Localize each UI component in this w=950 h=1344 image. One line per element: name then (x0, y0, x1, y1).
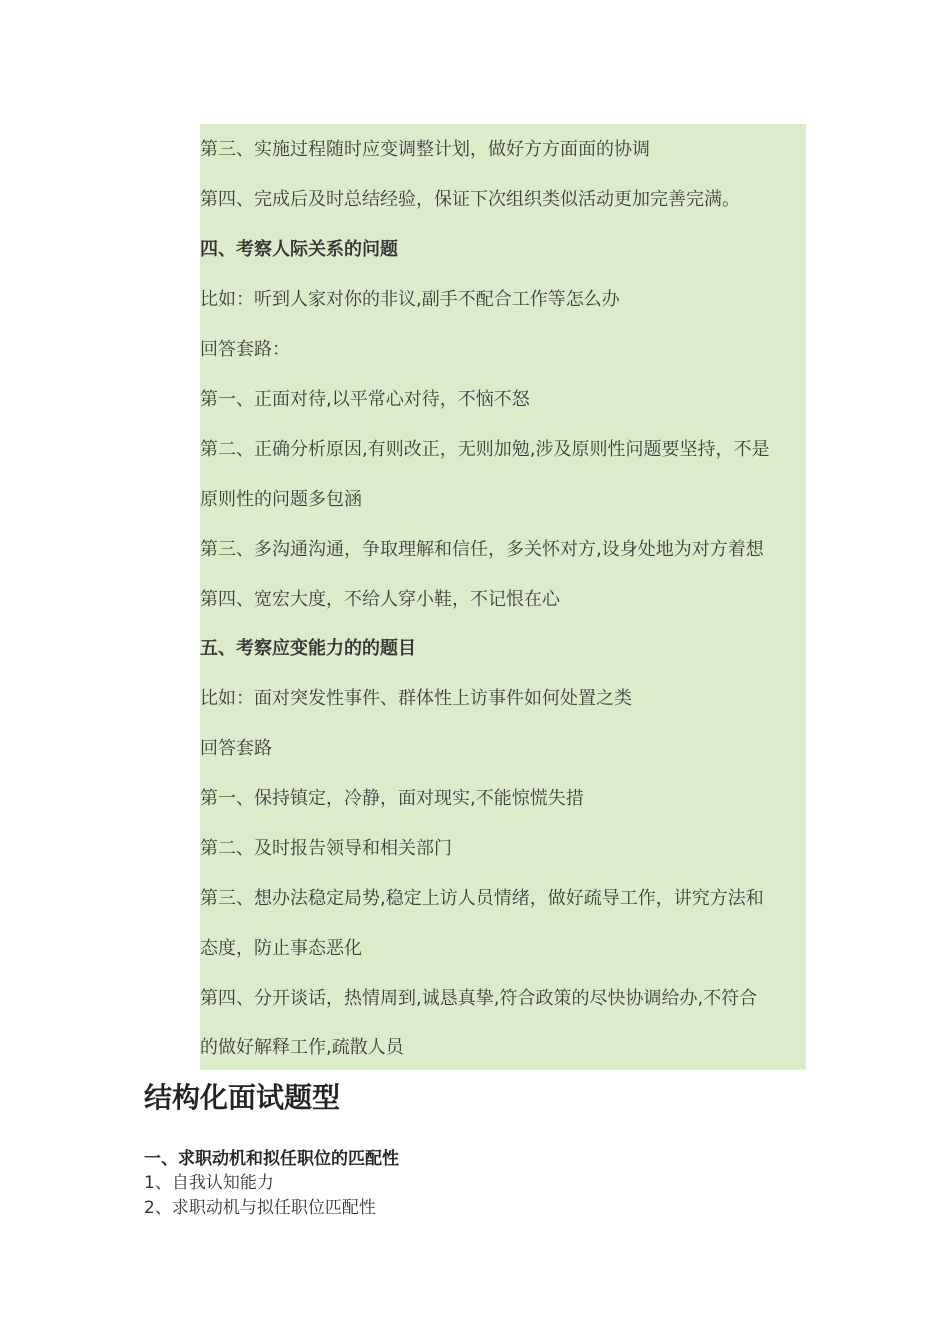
block-line-step-3a: 第三、多沟通沟通，争取理解和信任，多关怀对方,设身处地为对方着想 (200, 539, 764, 560)
block-line-step-4b: 第四、分开谈话，热情周到,诚恳真挚,符合政策的尽快协调给办,不符合 (200, 988, 758, 1009)
block-line-answer-label-2: 回答套路 (200, 738, 272, 759)
heading-adaptability: 五、考察应变能力的的题目 (200, 638, 416, 659)
block-line-2: 第四、完成后及时总结经验，保证下次组织类似活动更加完善完满。 (200, 189, 740, 210)
block-line-step-3b-cont: 态度，防止事态恶化 (200, 938, 362, 959)
block-line-step-4b-cont: 的做好解释工作,疏散人员 (200, 1037, 404, 1058)
section-item-2: 2、求职动机与拟任职位匹配性 (144, 1198, 376, 1218)
block-line-step-2a: 第二、正确分析原因,有则改正，无则加勉,涉及原则性问题要坚持，不是 (200, 439, 770, 460)
block-line-step-3b: 第三、想办法稳定局势,稳定上访人员情绪，做好疏导工作，讲究方法和 (200, 888, 764, 909)
block-line-step-1b: 第一、保持镇定，冷静，面对现实,不能惊慌失措 (200, 788, 584, 809)
block-line-answer-label-1: 回答套路： (200, 339, 290, 360)
block-line-example-2: 比如：面对突发性事件、群体性上访事件如何处置之类 (200, 688, 632, 709)
block-line-step-2a-cont: 原则性的问题多包涵 (200, 489, 362, 510)
block-line-example-1: 比如：听到人家对你的非议,副手不配合工作等怎么办 (200, 289, 620, 310)
block-line-step-2b: 第二、及时报告领导和相关部门 (200, 838, 452, 859)
section-item-1: 1、自我认知能力 (144, 1173, 274, 1193)
block-line-1: 第三、实施过程随时应变调整计划，做好方方面面的协调 (200, 139, 650, 160)
section-subheading: 一、求职动机和拟任职位的匹配性 (144, 1149, 399, 1169)
heading-interpersonal: 四、考察人际关系的问题 (200, 239, 398, 260)
section-title: 结构化面试题型 (144, 1081, 341, 1114)
block-line-step-1a: 第一、正面对待,以平常心对待，不恼不怒 (200, 389, 530, 410)
block-line-step-4a: 第四、宽宏大度，不给人穿小鞋，不记恨在心 (200, 589, 560, 610)
